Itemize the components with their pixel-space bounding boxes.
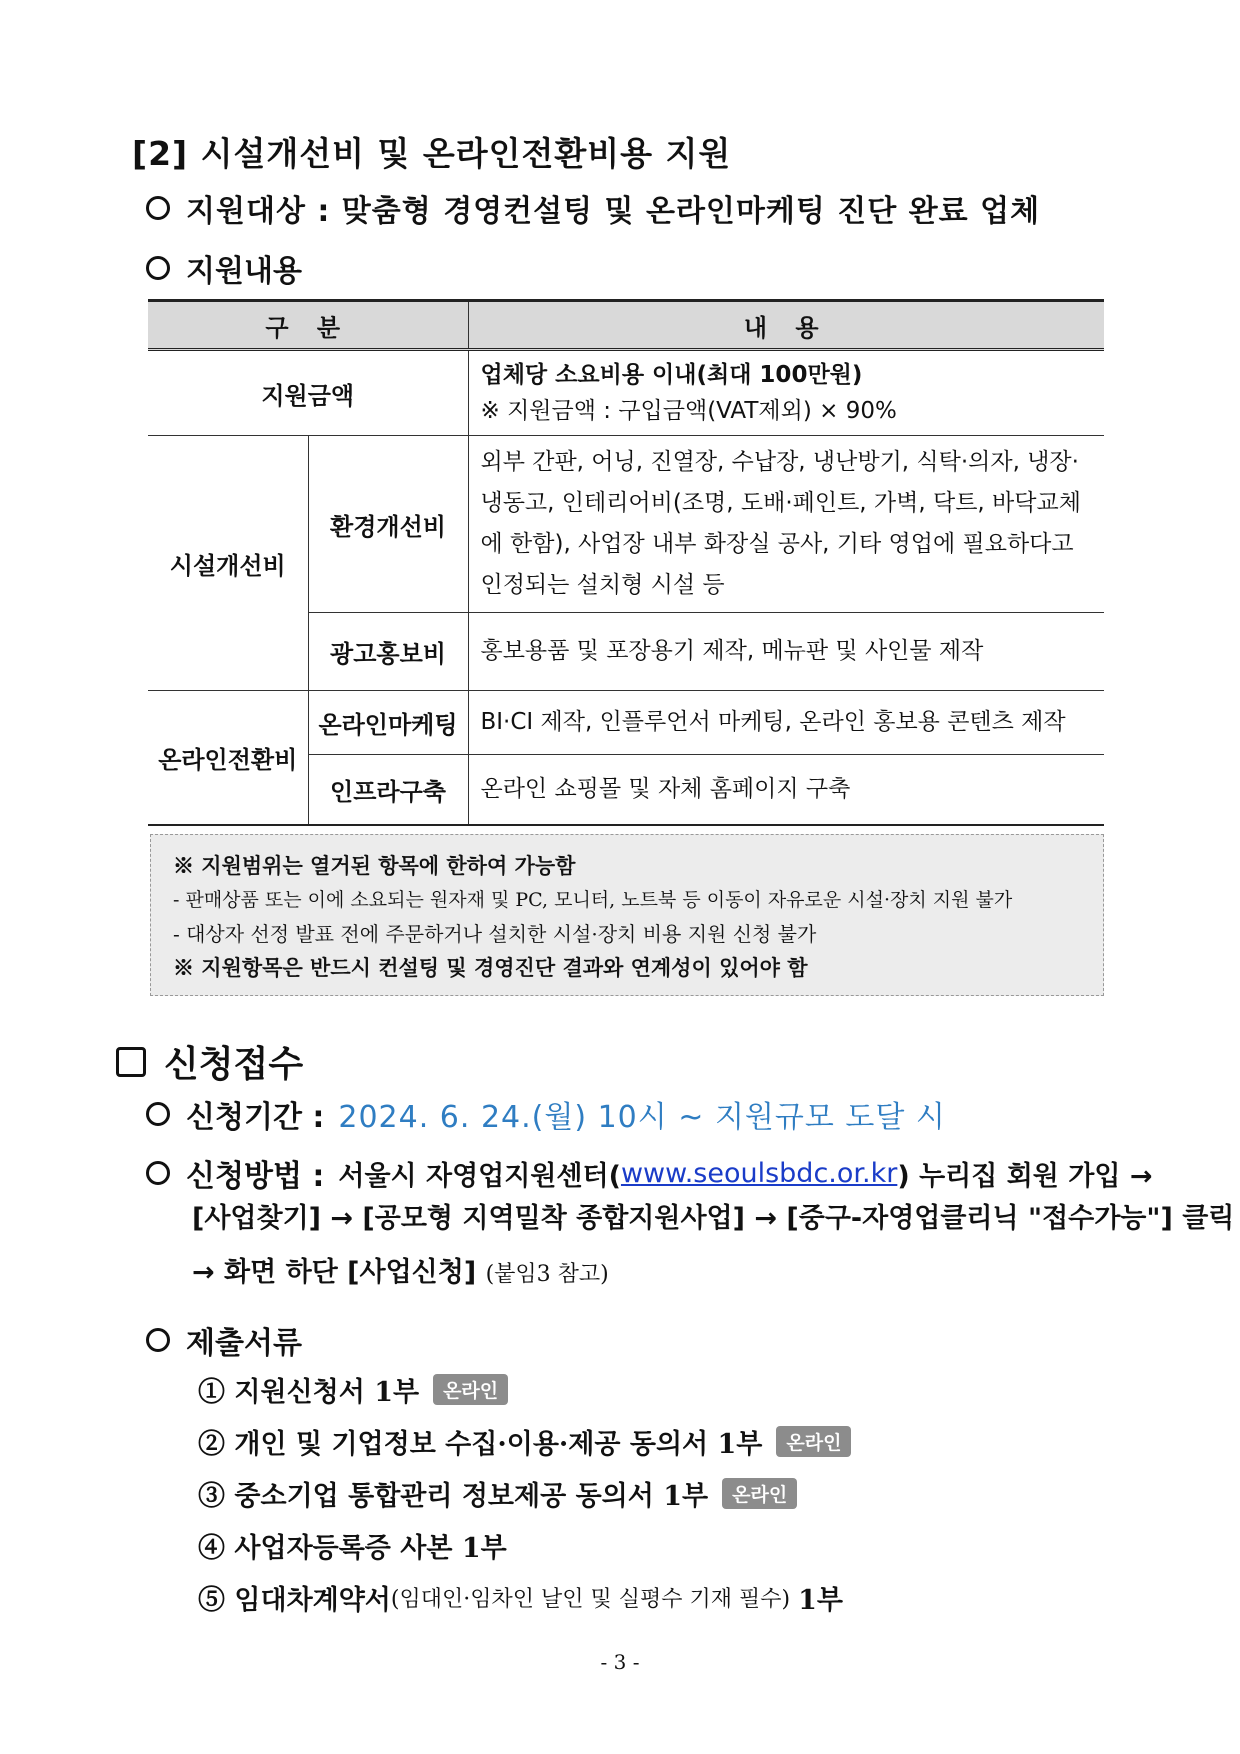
header-content: 내 용 [468,301,1104,350]
docs-label-line [146,1318,302,1362]
method-pre: 서울시 자영업지원센터( [338,1160,621,1192]
method-line3-text: → 화면 하단 [사업신청] [192,1257,477,1288]
table-row [148,350,1104,436]
method-line3 [192,1250,609,1289]
circle-bullet-icon [146,1161,170,1185]
note-line4: ※ 지원항목은 반드시 컨설팅 및 경영진단 결과와 연계성이 있어야 함 [173,955,808,980]
online-category: 온라인전환비 [148,691,308,825]
note-line1: ※ 지원범위는 열거된 항목에 한하여 가능함 [173,853,576,878]
method-line1 [146,1151,1152,1195]
table-header-row [148,301,1104,350]
doc-text: ② 개인 및 기업정보 수집·이용·제공 동의서 1부 [198,1429,763,1460]
circle-bullet-icon [146,196,170,220]
marketing-subcategory: 온라인마케팅 [308,691,468,755]
period-label: 신청기간 : [186,1100,325,1135]
target-text: 지원대상 : 맞춤형 경영컨설팅 및 온라인마케팅 진단 완료 업체 [186,194,1041,229]
docs-label: 제출서류 [186,1326,302,1361]
doc-item [198,1422,851,1461]
doc-item [198,1578,843,1617]
online-badge: 온라인 [776,1426,851,1457]
square-bullet-icon [116,1047,146,1077]
table-row [148,436,1104,613]
method-label: 신청방법 : [186,1159,325,1194]
doc-item [198,1526,507,1565]
amount-content [468,350,1104,436]
infra-subcategory: 인프라구축 [308,755,468,825]
note-box [150,834,1104,996]
apply-title: 신청접수 [164,1044,304,1085]
marketing-content: BI·CI 제작, 인플루언서 마케팅, 온라인 홍보용 콘텐츠 제작 [468,691,1104,755]
note-line2: - 판매상품 또는 이에 소요되는 원자재 및 PC, 모니터, 노트북 등 이동이 자유로운 시설·장치 지원 불가 [173,889,1013,911]
circle-bullet-icon [146,1102,170,1126]
method-post: ) 누리집 회원 가입 → [897,1160,1153,1192]
online-badge: 온라인 [433,1374,508,1405]
infra-content: 온라인 쇼핑몰 및 자체 홈페이지 구축 [468,755,1104,825]
header-category: 구 분 [148,301,468,350]
method-line2: [사업찾기] → [공모형 지역밀착 종합지원사업] → [중구-자영업클리닉 "접수가능"] 클릭 [192,1203,1235,1234]
amount-line2: ※ 지원금액 : 구입금액(VAT제외) × 90% [480,398,897,424]
period-line [146,1092,946,1136]
doc-paren: (임대인·임차인 날인 및 실평수 기재 필수) [390,1587,791,1612]
ad-subcategory: 광고홍보비 [308,613,468,691]
circle-bullet-icon [146,256,170,280]
amount-line1: 업체당 소요비용 이내(최대 100만원) [480,362,863,388]
ad-content: 홍보용품 및 포장용기 제작, 메뉴판 및 사인물 제작 [468,613,1104,691]
doc-text: ① 지원신청서 1부 [198,1377,420,1408]
doc-text: ⑤ 임대차계약서 [198,1585,391,1616]
amount-category: 지원금액 [148,350,468,436]
doc-item [198,1474,797,1513]
env-content: 외부 간판, 어닝, 진열장, 수납장, 냉난방기, 식탁·의자, 냉장·냉동고, 인테리어비(조명, 도배·페인트, 가벽, 닥트, 바닥교체에 한함), 사업장 내부 화장실 공사, 기타 영업에 필요하다고 인정되는 설치형 시설 등 [468,436,1104,613]
apply-title-line [116,1036,303,1087]
online-badge: 온라인 [722,1478,797,1509]
sbdc-link[interactable]: www.seoulsbdc.or.kr [620,1157,898,1189]
facility-category: 시설개선비 [148,436,308,691]
method-line3-note: (붙임3 참고) [485,1262,609,1287]
doc-text: ③ 중소기업 통합관리 정보제공 동의서 1부 [198,1481,709,1512]
content-label-line [146,246,302,290]
doc-text: ④ 사업자등록증 사본 1부 [198,1533,507,1564]
section-title: [2] 시설개선비 및 온라인전환비용 지원 [132,134,732,173]
doc-item [198,1370,508,1409]
period-value: 2024. 6. 24.(월) 10시 ~ 지원규모 도달 시 [338,1100,946,1135]
target-line [146,186,1040,230]
page-number: - 3 - [600,1650,640,1674]
content-label: 지원내용 [186,254,302,289]
note-line3: - 대상자 선정 발표 전에 주문하거나 설치한 시설·장치 비용 지원 신청 불가 [173,922,817,946]
doc-suffix: 1부 [798,1585,843,1616]
table-row [148,691,1104,755]
support-table [148,299,1104,826]
env-subcategory: 환경개선비 [308,436,468,613]
circle-bullet-icon [146,1328,170,1352]
